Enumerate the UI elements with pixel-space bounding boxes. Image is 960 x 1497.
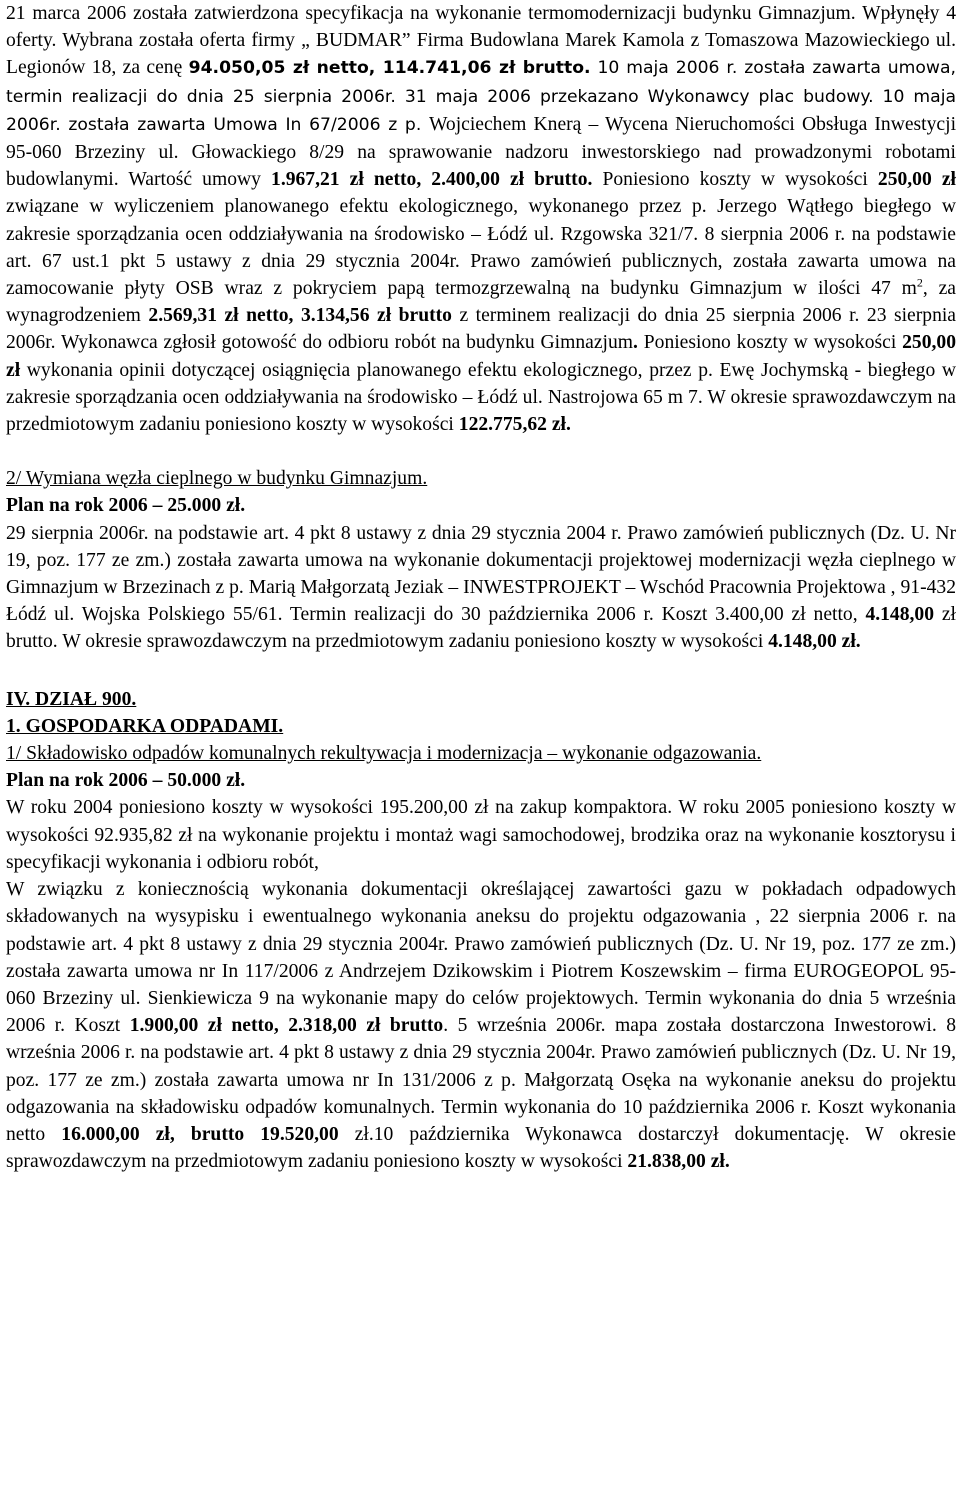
text-span: zł brutto. W okresie sprawozdawczym na przedmiotowym zadaniu poniesiono koszty w wysokości [6,604,956,653]
amount-bold: 122.775,62 zł. [458,414,571,436]
dzial-heading: IV. DZIAŁ 900. [6,688,137,710]
paragraph-kompaktor: W roku 2004 poniesiono koszty w wysokości 195.200,00 zł na zakup kompaktora. W roku 2005 poniesiono koszty w wysokości 92.935,82 zł na wykonanie projektu i montaż wagi samochodowej, brodzika oraz na wykonanie kosztorysu i specyfikacji wykonania i odbioru robót, [6,797,956,873]
text-span: Poniesiono koszty w wysokości [592,169,878,191]
superscript: 2 [916,275,923,290]
text-span: wykonania opinii dotyczącej osiągnięcia planowanego efektu ekologicznego, przez p. Ewę Jochymską - biegłego w zakresie sporządzania ocen oddziaływania na środowisko – Łódź ul. Nastrojowa 65 m 7. W okresie sprawozdawczym na przedmiotowym zadaniu poniesiono koszty w wysokości [6,359,956,436]
text-span: 29 sierpnia 2006r. na podstawie art. 4 pkt 8 ustawy z dnia 29 stycznia 2004 r. Prawo zamówień publicznych (Dz. U. Nr 19, poz. 177 ze zm.) została zawarta umowa na wykonanie dokumentacji projektowej modernizacji węzła cieplnego w Gimnazjum w Brzezinach z p. Marią Małgorzatą Jeziak – INWESTPROJEKT – Wschód Pracownia Projektowa , 91-432 Łódź ul. Wojska Polskiego 55/61. Termin realizacji do 30 października 2006 r. Koszt 3.400,00 zł netto, [6,522,956,626]
amount-bold: 16.000,00 zł, brutto 19.520,00 [61,1123,339,1145]
paragraph-termomodernizacja [6,0,956,438]
sub-heading: 1. GOSPODARKA ODPADAMI. [6,715,284,737]
section-sub [6,713,956,740]
amount-bold: 2.569,31 zł netto, 3.134,56 zł brutto [148,305,452,327]
text-span: z terminem realizacji do dnia 25 sierpnia 2006 r. 23 sierpnia 2006r. Wykonawca zgłosił gotowość do odbioru robót na budynku Gimnazjum [6,305,957,354]
text-span: 21 marca 2006 została zatwierdzona specyfikacja na wykonanie termomodernizacji budynku Gimnazjum. Wpłynęły 4 oferty. Wybrana została oferta firmy „ BUDMAR” Firma Budowlana Marek Kamola z Tomaszowa Mazowieckiego ul. Legionów 18, za cenę [6,3,956,79]
section-dzial [6,686,956,713]
paragraph-odgazowanie [6,876,956,1175]
section-heading-wezel: 2/ Wymiana węzła cieplnego w budynku Gimnazjum. [6,468,428,490]
spacer [6,656,956,686]
document-page [6,0,956,1175]
paragraph-wezel [6,520,956,656]
text-span: związane w wyliczeniem planowanego efektu ekologicznego, wykonanego przez p. Jerzego Wątłego biegłego w zakresie sporządzania ocen oddziaływania na środowisko – Łódź ul. Rzgowska 321/7. 8 sierpnia 2006 r. na podstawie art. 67 ust.1 pkt 5 ustawy z dnia 29 stycznia 2004r. Prawo zamówień publicznych, została zawarta umowa na zamocowanie płyty OSB wraz z pokryciem papą termozgrzewalną na budynku Gimnazjum w ilości 47 m [6,196,956,300]
amount-bold: 21.838,00 zł. [627,1151,730,1173]
text-span: Poniesiono koszty w wysokości [637,332,903,354]
amount-bold: 4.148,00 [865,604,935,626]
text-span: 10 maja 2006 r. została zawarta umowa, termin realizacji do dnia 25 sierpnia 2006r. 31 maja 2006 przekazano Wykonawcy plac budowy. 10 maja 2006r. została zawarta Umowa In 67/2006 z p. [6,58,956,135]
text-span: . 5 września 2006r. mapa została dostarczona Inwestorowi. 8 września 2006 r. na podstawie art. 4 pkt 8 ustawy z dnia 29 stycznia 2004r. Prawo zamówień publicznych (Dz. U. Nr 19, poz. 177 ze zm.) została zawarta umowa nr In 131/2006 z p. Małgorzatą Osęka na wykonanie aneksu do projektu odgazowania na składowisku odpadów komunalnych. Termin wykonania do 10 października 2006 r. Koszt wykonania netto [6,1015,956,1145]
item-heading: 1/ Składowisko odpadów komunalnych rekultywacja i modernizacja – wykonanie odgazowania. [6,743,762,765]
text-span: , za wynagrodzeniem [6,278,956,327]
plan-text: Plan na rok 2006 – 25.000 zł. [6,495,246,517]
plan-line [6,492,956,519]
plan-text: Plan na rok 2006 – 50.000 zł. [6,770,246,792]
plan-line [6,767,956,794]
amount-bold: 250,00 zł [877,169,956,191]
text-span: W związku z koniecznością wykonania dokumentacji określającej zawartości gazu w pokładach odpadowych składowanych na wysypisku i ewentualnego wykonania aneksu do projektu odgazowania , 22 sierpnia 2006 r. na podstawie art. 4 pkt 8 ustawy z dnia 29 stycznia 2004r. Prawo zamówień publicznych (Dz. U. Nr 19, poz. 177 ze zm.) została zawarta umowa nr In 117/2006 z Andrzejem Dzikowskim i Piotrem Koszewskim – firma EUROGEOPOL 95-060 Brzeziny ul. Sienkiewicza 9 na wykonanie mapy do celów projektowych. Termin wykonania do dnia 5 września 2006 r. Koszt [6,879,956,1037]
spacer [6,438,956,465]
text-span: zł.10 października Wykonawca dostarczył dokumentację. W okresie sprawozdawczym na przedmiotowym zadaniu poniesiono koszty w wysokości [6,1123,956,1173]
amount-bold: 250,00 zł [6,332,956,381]
amount-bold: 1.900,00 zł netto, 2.318,00 zł brutto [129,1015,444,1037]
amount-bold: 94.050,05 zł netto, 114.741,06 zł brutto. [188,58,591,79]
period-bold: . [633,332,638,354]
amount-bold: 1.967,21 zł netto, 2.400,00 zł brutto. [271,169,593,191]
amount-bold: 4.148,00 zł. [768,631,861,653]
text-span: Wojciechem Knerą – Wycena Nieruchomości Obsługa Inwestycji 95-060 Brzeziny ul. Głowackiego 8/29 na sprawowanie nadzoru inwestorskiego nad prowadzonymi robotami budowlanymi. Wartość umowy [6,113,957,191]
